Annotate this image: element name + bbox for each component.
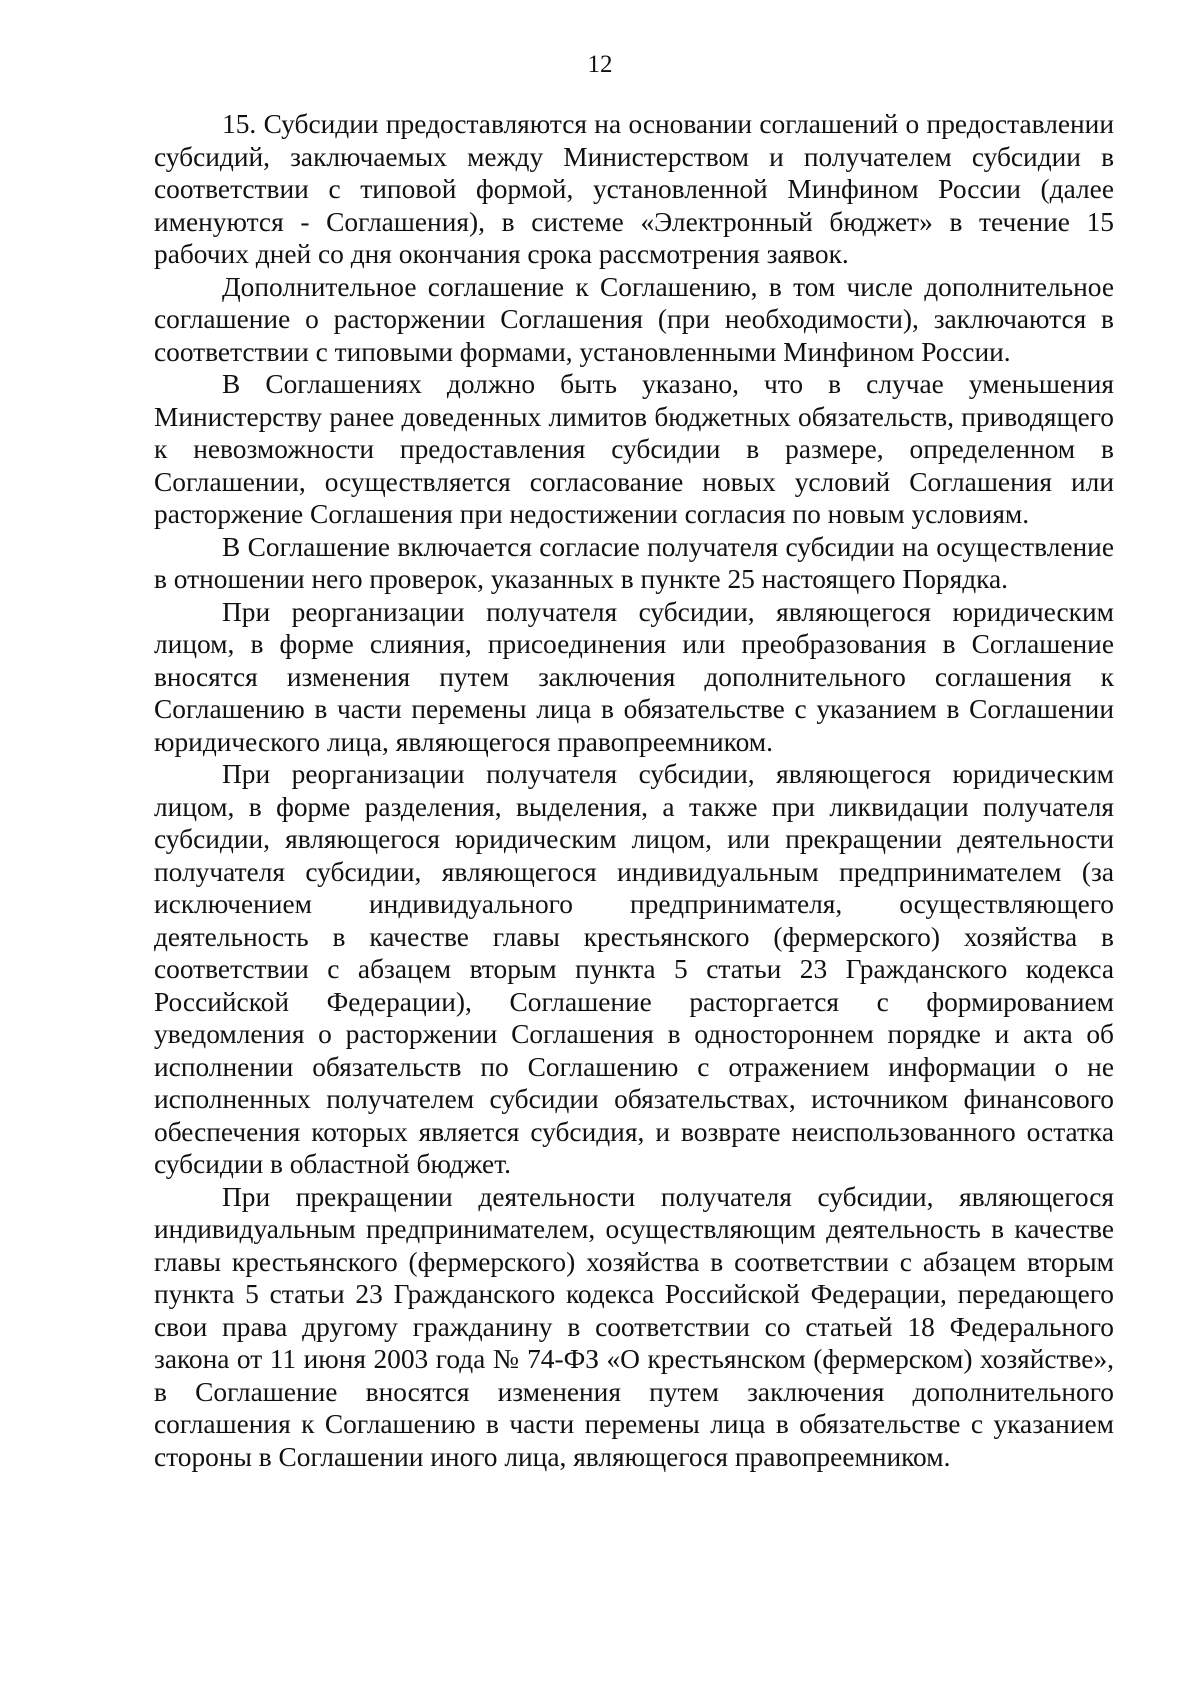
paragraph-inspection-consent: В Соглашение включается согласие получателя субсидии на осуществление в отношении него проверок, указанных в пункте 25 настоящего Порядка. (154, 531, 1114, 594)
paragraph-additional-agreement: Дополнительное соглашение к Соглашению, в том числе дополнительное соглашение о расторжении Соглашения (при необходимости), заключаются в соответствии с типовыми формами, установленными Минфином России. (154, 271, 1114, 367)
paragraph-subsidy-agreements: 15. Субсидии предоставляются на основании соглашений о предоставлении субсидий, заключаемых между Министерством и получателем субсидии в соответствии с типовой формой, установленной Минфином России (далее именуются - Соглашения), в системе «Электронный бюджет» в течение 15 рабочих дней со дня окончания срока рассмотрения заявок. (154, 109, 1114, 269)
paragraph-reorganization-division: При реорганизации получателя субсидии, являющегося юридическим лицом, в форме разделения, выделения, а также при ликвидации получателя субсидии, являющегося юридическим лицом, или прекращении деятельности получателя субсидии, являющегося индивидуальным предпринимателем (за исключением индивидуального предпринимателя, осуществляющего деятельность в качестве главы крестьянского (фермерского) хозяйства в соответствии с абзацем вторым пункта 5 статьи 23 Гражданского кодекса Российской Федерации), Соглашение расторгается с формированием уведомления о расторжении Соглашения в одностороннем порядке и акта об исполнении обязательств по Соглашению с отражением информации о не исполненных получателем субсидии обязательствах, источником финансового обеспечения которых является субсидия, и возврате неиспользованного остатка субсидии в областной бюджет. (154, 759, 1114, 1179)
document-body (154, 108, 1114, 1473)
paragraph-farm-head-termination: При прекращении деятельности получателя субсидии, являющегося индивидуальным предпринимателем, осуществляющим деятельность в качестве главы крестьянского (фермерского) хозяйства в соответствии с абзацем вторым пункта 5 статьи 23 Гражданского кодекса Российской Федерации, передающего свои права другому гражданину в соответствии со статьей 18 Федерального закона от 11 июня 2003 года № 74-ФЗ «О крестьянском (фермерском) хозяйстве», в Соглашение вносятся изменения путем заключения дополнительного соглашения к Соглашению в части перемены лица в обязательстве с указанием стороны в Соглашении иного лица, являющегося правопреемником. (154, 1181, 1114, 1472)
paragraph-limit-reduction: В Соглашениях должно быть указано, что в случае уменьшения Министерству ранее доведенных лимитов бюджетных обязательств, приводящего к невозможности предоставления субсидии в размере, определенном в Соглашении, осуществляется согласование новых условий Соглашения или расторжение Соглашения при недостижении согласия по новым условиям. (154, 369, 1114, 529)
page-number: 12 (587, 51, 613, 78)
paragraph-reorganization-merger: При реорганизации получателя субсидии, являющегося юридическим лицом, в форме слияния, присоединения или преобразования в Соглашение вносятся изменения путем заключения дополнительного соглашения к Соглашению в части перемены лица в обязательстве с указанием в Соглашении юридического лица, являющегося правопреемником. (154, 596, 1114, 757)
